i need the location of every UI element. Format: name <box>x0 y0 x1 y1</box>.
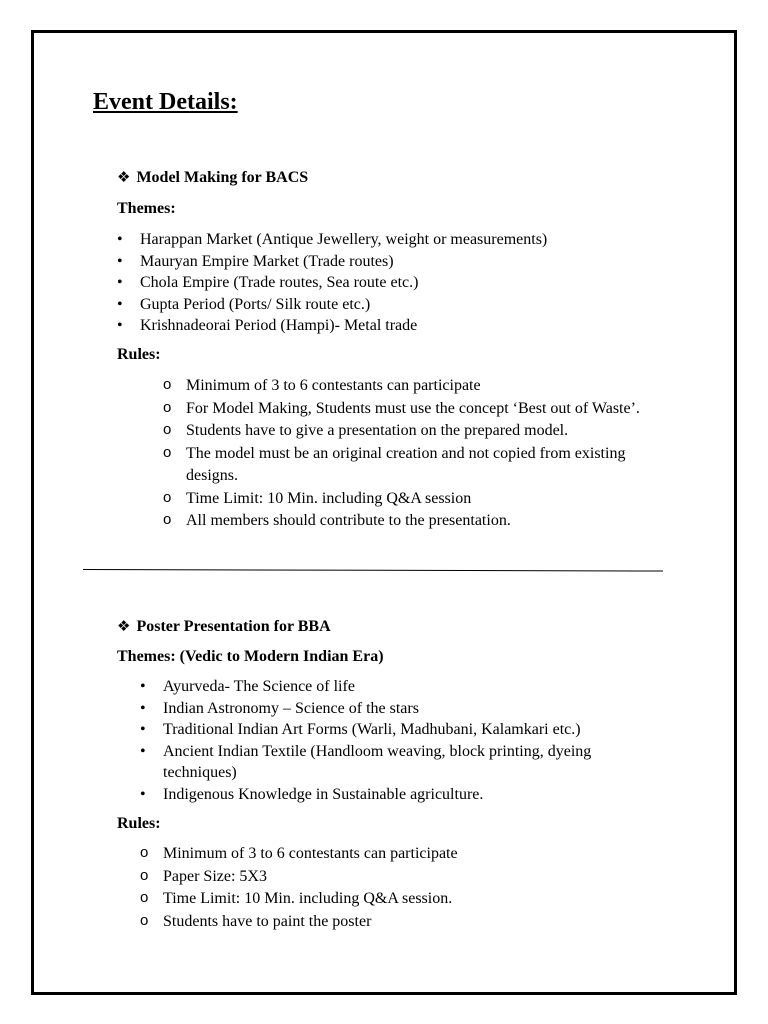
section-heading-model-making <box>117 167 308 188</box>
rule-item: o Students have to paint the poster <box>140 911 640 934</box>
rule-item: o For Model Making, Students must use the concept ‘Best out of Waste’. <box>163 398 643 421</box>
theme-item: • Mauryan Empire Market (Trade routes) <box>117 251 637 273</box>
rule-item: o Minimum of 3 to 6 contestants can participate <box>140 843 640 866</box>
themes-list-poster-presentation <box>140 676 660 805</box>
diamond-bullet-icon: ❖ <box>117 617 131 635</box>
themes-label: Themes: <box>117 200 176 217</box>
section-heading-text: Model Making for BACS <box>136 169 309 186</box>
theme-item: • Gupta Period (Ports/ Silk route etc.) <box>117 294 637 316</box>
rule-item: o Time Limit: 10 Min. including Q&A session. <box>140 888 640 911</box>
rules-label: Rules: <box>117 815 161 832</box>
diamond-bullet-icon: ❖ <box>117 168 131 186</box>
theme-item: • Krishnadeorai Period (Hampi)- Metal trade <box>117 315 637 337</box>
rule-item: o Time Limit: 10 Min. including Q&A session <box>163 488 643 511</box>
theme-item: • Chola Empire (Trade routes, Sea route etc.) <box>117 272 637 294</box>
theme-item: • Harappan Market (Antique Jewellery, weight or measurements) <box>117 229 637 251</box>
theme-item: • Ancient Indian Textile (Handloom weaving, block printing, dyeing techniques) <box>140 741 660 784</box>
themes-list-model-making <box>117 229 637 337</box>
rules-label: Rules: <box>117 346 161 363</box>
section-heading-poster-presentation <box>117 616 331 637</box>
rule-item: o The model must be an original creation and not copied from existing designs. <box>163 443 643 488</box>
rule-item: o All members should contribute to the presentation. <box>163 510 643 533</box>
rules-list-model-making <box>163 375 643 533</box>
rules-list-poster-presentation <box>140 843 640 933</box>
rule-item: o Students have to give a presentation on the prepared model. <box>163 420 643 443</box>
theme-item: • Indian Astronomy – Science of the stars <box>140 698 660 720</box>
theme-item: • Traditional Indian Art Forms (Warli, Madhubani, Kalamkari etc.) <box>140 719 660 741</box>
page-title: Event Details: <box>93 89 238 115</box>
themes-label: Themes: (Vedic to Modern Indian Era) <box>117 648 384 665</box>
section-heading-text: Poster Presentation for BBA <box>136 618 331 635</box>
theme-item: • Ayurveda- The Science of life <box>140 676 660 698</box>
rule-item: o Minimum of 3 to 6 contestants can participate <box>163 375 643 398</box>
rule-item: o Paper Size: 5X3 <box>140 866 640 889</box>
theme-item: • Indigenous Knowledge in Sustainable agriculture. <box>140 784 660 806</box>
